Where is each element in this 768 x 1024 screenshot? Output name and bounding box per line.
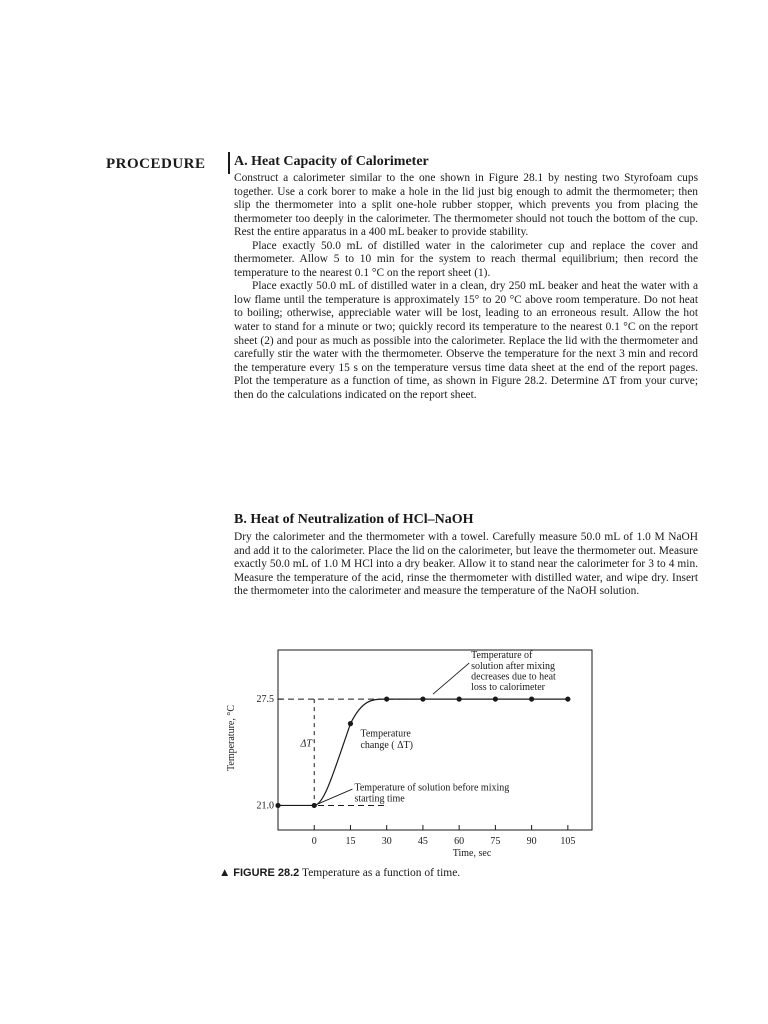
figure-caption (219, 867, 460, 879)
section-a-heading: A. Heat Capacity of Calorimeter (234, 154, 429, 169)
before-mixing-label-line2: starting time (354, 793, 405, 805)
section-a (234, 154, 698, 402)
section-b (234, 512, 698, 599)
data-point (457, 696, 462, 701)
after-mixing-label-line1: Temperature of (471, 650, 533, 662)
after-mixing-label-line4: loss to calorimeter (471, 682, 546, 694)
section-divider (228, 152, 230, 174)
data-point (565, 696, 570, 701)
data-point (529, 696, 534, 701)
triangle-icon: ▲ (219, 867, 231, 879)
data-point (420, 696, 425, 701)
temp-change-label-line1: Temperature (360, 728, 411, 740)
data-point (348, 721, 353, 726)
x-tick-label: 105 (560, 836, 576, 847)
after-mixing-label-line3: decreases due to heat (471, 671, 556, 683)
delta-t-label: ΔT (300, 738, 312, 750)
y-tick-label: 27.5 (256, 694, 274, 706)
temperature-time-chart (220, 646, 600, 868)
y-tick-label: 21.0 (256, 800, 274, 812)
after-mixing-label-line2: solution after mixing (471, 660, 556, 672)
section-a-paragraph-2: Place exactly 50.0 mL of distilled water in the calorimeter cup and replace the cover and thermometer. Allow 5 to 10 min for the system to reach thermal equilibrium; then record the temperature to the nearest 0.1 °C on the report sheet (1). (234, 239, 698, 279)
figure-caption-text: Temperature as a function of time. (301, 867, 461, 879)
x-tick-label: 30 (381, 836, 392, 847)
temp-change-label-line2: change ( ΔT) (360, 740, 413, 752)
section-a-paragraph-1: Construct a calorimeter similar to the one shown in Figure 28.1 by nesting two Styrofoam cups together. Use a cork borer to make a hole in the lid just big enough to admit the thermometer; then slip the thermometer into a split one-hole rubber stopper, which prevents you from placing the thermometer too deeply in the calorimeter. The thermometer should not touch the bottom of the cup. Rest the entire apparatus in a 400 mL beaker to provide stability. (234, 172, 698, 239)
data-point (493, 696, 498, 701)
data-point (384, 696, 389, 701)
section-b-heading: B. Heat of Neutralization of HCl–NaOH (234, 512, 474, 527)
procedure-label: PROCEDURE (106, 156, 206, 172)
y-axis-label: Temperature, °C (226, 704, 237, 772)
after-mixing-pointer (433, 663, 469, 694)
x-tick-label: 75 (490, 836, 501, 847)
x-tick-label: 90 (526, 836, 537, 847)
x-tick-label: 15 (345, 836, 356, 847)
figure-label: FIGURE 28.2 (233, 867, 300, 879)
x-axis-label: Time, sec (452, 848, 492, 859)
section-a-paragraph-3: Place exactly 50.0 mL of distilled water in a clean, dry 250 mL beaker and heat the water with a low flame until the temperature is approximately 15° to 20 °C above room temperature. Do not heat to boiling; otherwise, appreciable water will be lost, leading to an erroneous result. Allow the hot water to stand for a minute or two; quickly record its temperature to the nearest 0.1 °C on the report sheet (2) and pour as much as possible into the calorimeter. Replace the lid with the thermometer and carefully stir the water with the thermometer. Observe the temperature for the next 3 min and record the temperature every 15 s on the temperature versus time data sheet at the end of the report pages. Plot the temperature as a function of time, as shown in Figure 28.2. Determine ΔT from your curve; then do the calculations indicated on the report sheet. (234, 280, 698, 401)
section-b-paragraph-1: Dry the calorimeter and the thermometer with a towel. Carefully measure 50.0 mL of 1.0 M NaOH and add it to the calorimeter. Place the lid on the calorimeter, but leave the thermometer out. Measure exactly 50.0 mL of 1.0 M HCl into a dry beaker. Allow it to stand near the calorimeter for 3 to 4 min. Measure the temperature of the acid, rinse the thermometer with distilled water, and wipe dry. Insert the thermometer into the calorimeter and measure the temperature of the NaOH solution. (234, 531, 698, 598)
data-point (312, 803, 317, 808)
x-tick-label: 60 (454, 836, 465, 847)
before-mixing-label-line1: Temperature of solution before mixing (354, 782, 510, 794)
x-tick-label: 0 (311, 836, 317, 847)
x-tick-label: 45 (417, 836, 428, 847)
